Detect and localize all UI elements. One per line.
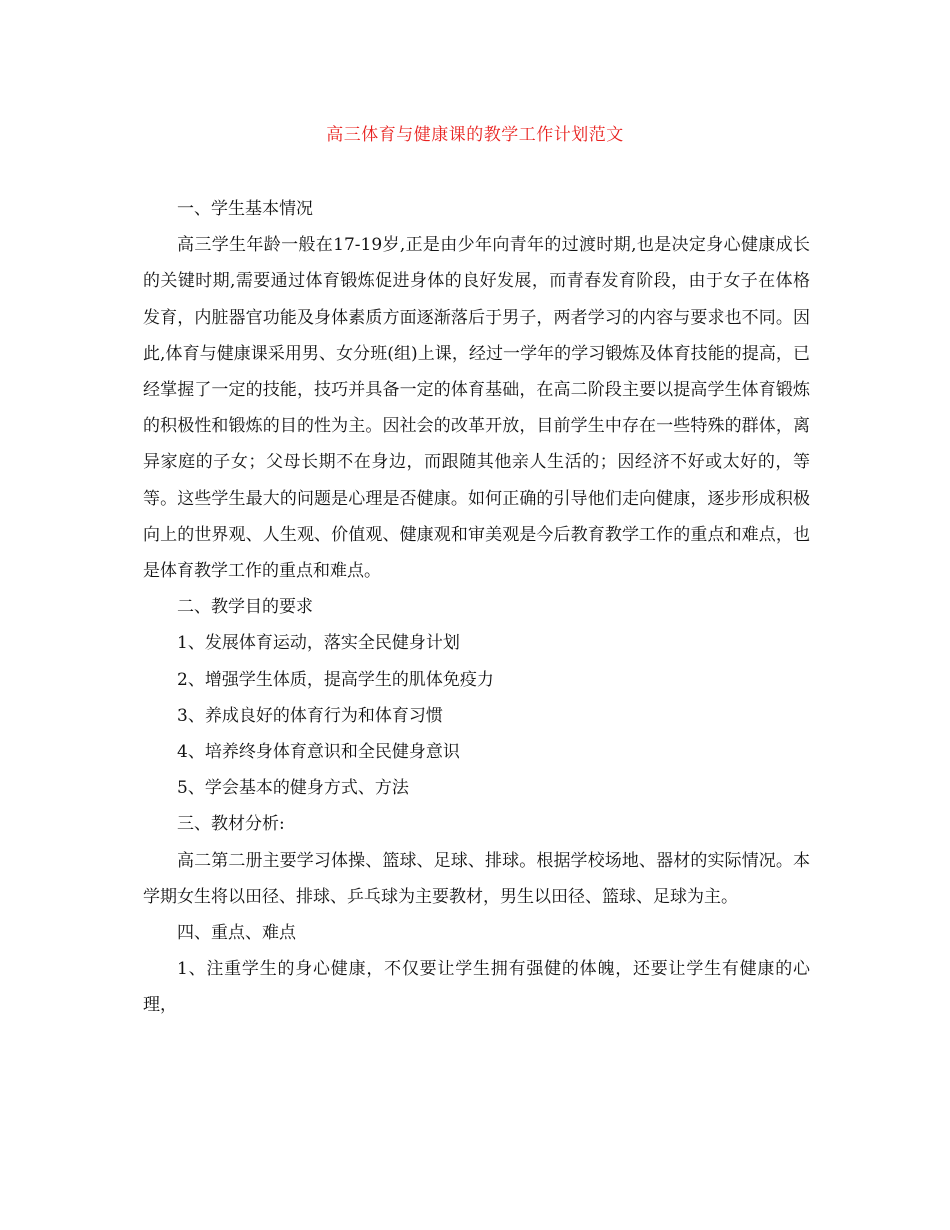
section-heading-key-points: 四、重点、难点: [177, 923, 296, 944]
section-heading-material-analysis: 三、教材分析:: [177, 814, 285, 835]
paragraph-student-situation: 高三学生年龄一般在17-19岁,正是由少年向青年的过渡时期,也是决定身心健康成长的关键时期,需要通过体育锻炼促进身体的良好发展，而青春发育阶段，由于女子在体格发育，内脏器官功能及身体素质方面逐渐落后于男子，两者学习的内容与要求也不同。因此,体育与健康课采用男、女分班(组)上课，经过一学年的学习锻炼及体育技能的提高，已经掌握了一定的技能，技巧并具备一定的体育基础，在高二阶段主要以提高学生体育锻炼的积极性和锻炼的目的性为主。因社会的改革开放，目前学生中存在一些特殊的群体，离异家庭的子女；父母长期不在身边，而跟随其他亲人生活的；因经济不好或太好的，等等。这些学生最大的问题是心理是否健康。如何正确的引导他们走向健康，逐步形成积极向上的世界观、人生观、价值观、健康观和审美观是今后教育教学工作的重点和难点，也是体育教学工作的重点和难点。: [143, 235, 810, 582]
paragraph-material-analysis: 高二第二册主要学习体操、篮球、足球、排球。根据学校场地、器材的实际情况。本学期女生将以田径、排球、乒乓球为主要教材，男生以田径、篮球、足球为主。: [143, 850, 810, 907]
list-item-goal-1: 1、发展体育运动，落实全民健身计划: [177, 633, 460, 654]
list-item-key-point-1: 1、注重学生的身心健康，不仅要让学生拥有强健的体魄，还要让学生有健康的心理，: [143, 959, 810, 1016]
list-item-goal-5: 5、学会基本的健身方式、方法: [177, 778, 409, 799]
list-item-goal-4: 4、培养终身体育意识和全民健身意识: [177, 742, 460, 763]
list-item-goal-2: 2、增强学生体质，提高学生的肌体免疫力: [177, 669, 494, 690]
section-heading-teaching-goals: 二、教学目的要求: [177, 597, 313, 618]
document-title: 高三体育与健康课的教学工作计划范文: [326, 125, 624, 145]
section-heading-student-situation: 一、学生基本情况: [177, 199, 313, 219]
document-body: [143, 191, 810, 1024]
list-item-goal-3: 3、养成良好的体育行为和体育习惯: [177, 705, 443, 726]
